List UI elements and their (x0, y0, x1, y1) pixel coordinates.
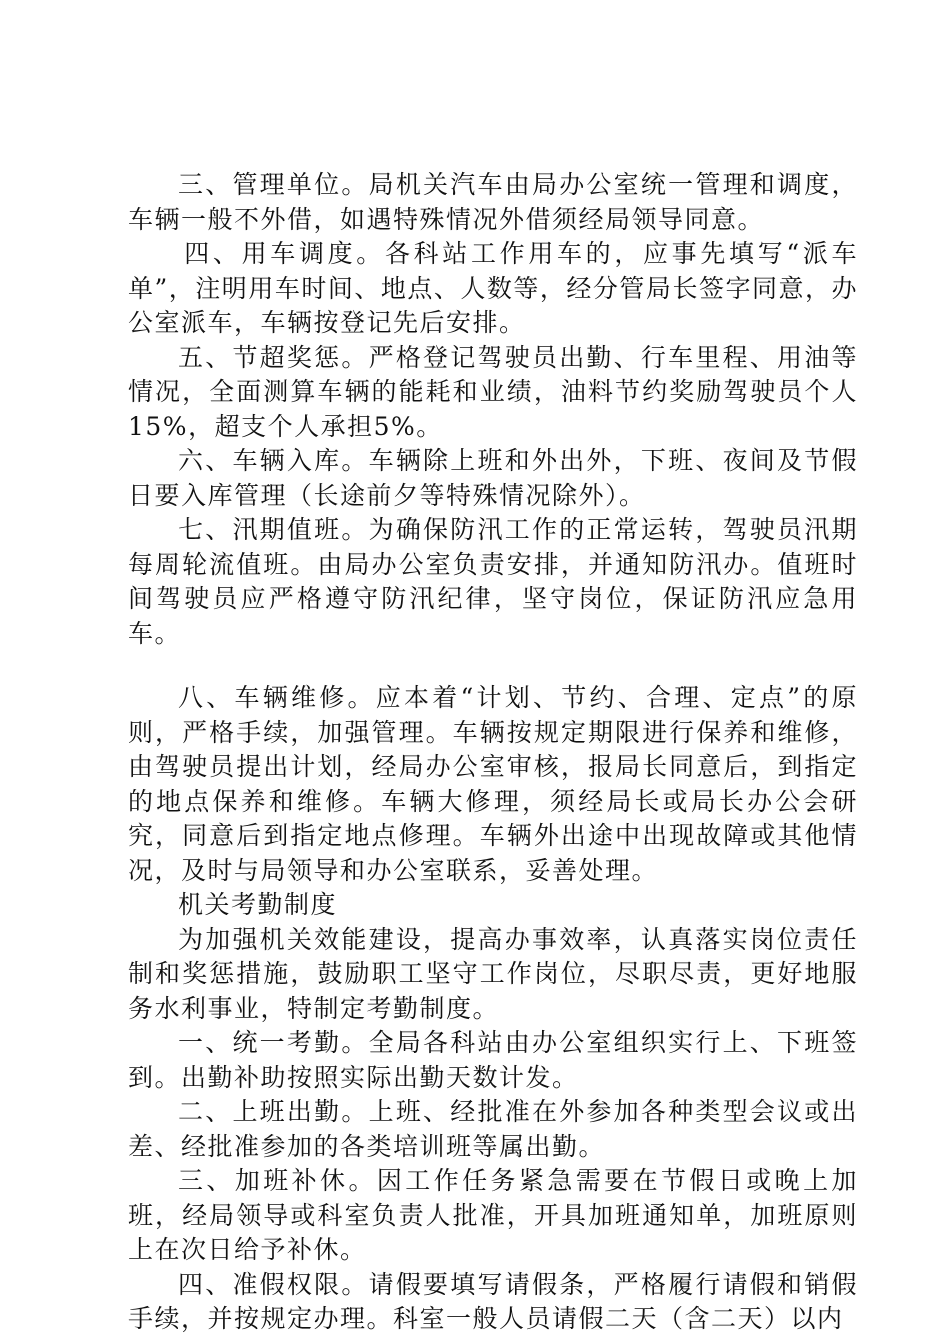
paragraph-leave-authority: 四、准假权限。请假要填写请假条，严格履行请假和销假手续，并按规定办理。科室一般人员请假二天（含二天）以内 (128, 1269, 858, 1333)
paragraph-work-attendance: 二、上班出勤。上班、经批准在外参加各种类型会议或出差、经批准参加的各类培训班等属出勤。 (128, 1097, 858, 1161)
paragraph-rewards-penalties: 五、节超奖惩。严格登记驾驶员出勤、行车里程、用油等情况，全面测算车辆的能耗和业绩，油料节约奖励驾驶员个人15%，超支个人承担5%。 (128, 342, 858, 441)
paragraph-flood-duty: 七、汛期值班。为确保防汛工作的正常运转，驾驶员汛期每周轮流值班。由局办公室负责安排，并通知防汛办。值班时间驾驶员应严格遵守防汛纪律，坚守岗位，保证防汛应急用车。 (128, 515, 858, 648)
document-body (128, 168, 858, 1337)
paragraph-attendance-intro: 为加强机关效能建设，提高办事效率，认真落实岗位责任制和奖惩措施，鼓励职工坚守工作岗位，尽职尽责，更好地服务水利事业，特制定考勤制度。 (128, 924, 858, 1023)
paragraph-vehicle-maintenance: 八、车辆维修。应本着“计划、节约、合理、定点”的原则，严格手续，加强管理。车辆按规定期限进行保养和维修，由驾驶员提出计划，经局办公室审核，报局长同意后，到指定的地点保养和维修。车辆大修理，须经局长或局长办公会研究，同意后到指定地点修理。车辆外出途中出现故障或其他情况，及时与局领导和办公室联系，妥善处理。 (128, 683, 858, 885)
paragraph-vehicle-garage: 六、车辆入库。车辆除上班和外出外，下班、夜间及节假日要入库管理（长途前夕等特殊情况除外）。 (128, 446, 858, 510)
paragraph-management-unit: 三、管理单位。局机关汽车由局办公室统一管理和调度，车辆一般不外借，如遇特殊情况外借须经局领导同意。 (128, 170, 858, 234)
paragraph-vehicle-dispatch: 四、用车调度。各科站工作用车的，应事先填写“派车单”，注明用车时间、地点、人数等，经分管局长签字同意，办公室派车，车辆按登记先后安排。 (128, 239, 858, 337)
paragraph-gap (128, 651, 858, 681)
paragraph-unified-attendance: 一、统一考勤。全局各科站由办公室组织实行上、下班签到。出勤补助按照实际出勤天数计发。 (128, 1028, 858, 1092)
paragraph-overtime-leave: 三、加班补休。因工作任务紧急需要在节假日或晚上加班，经局领导或科室负责人批准，开具加班通知单，加班原则上在次日给予补休。 (128, 1166, 858, 1264)
section-title: 机关考勤制度 (178, 890, 338, 919)
